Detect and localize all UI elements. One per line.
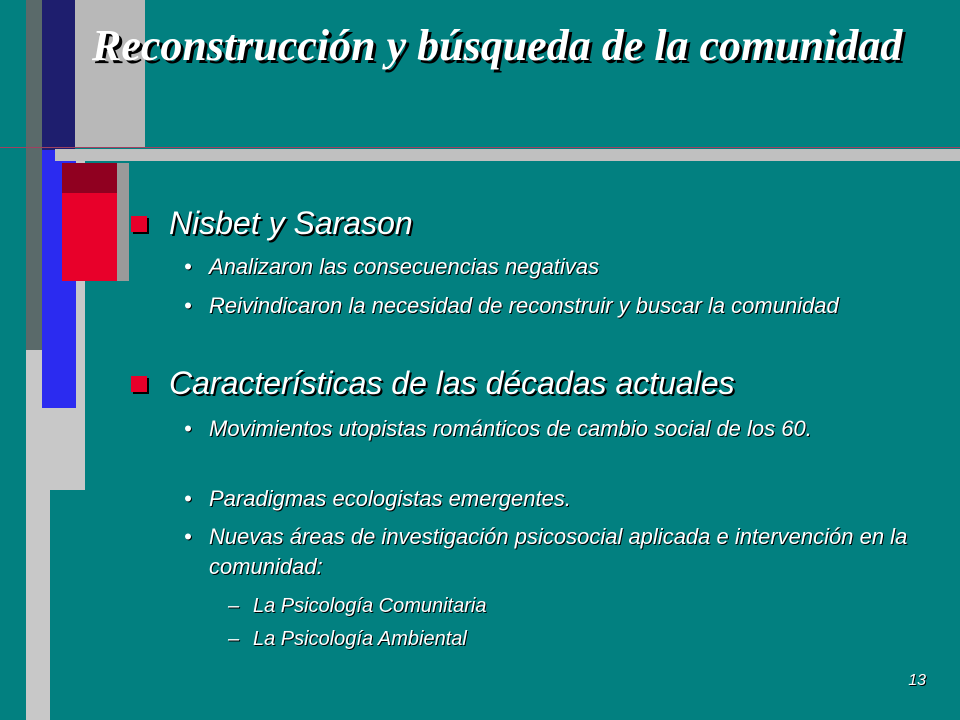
slide-content: Nisbet y Sarason • Analizaron las consecuencias negativas • Reivindicaron la necesidad de reconstruir y buscar la comunidad Características de las décadas actuales • Movimientos utopistas románticos de cambio social de los 60. • Paradigmas ecologistas emergentes. • Nuevas áreas de investigación psicosocial aplicada e intervención en la comunidad: – La Psicología Comunitaria – La Psicología Ambiental <box>0 0 960 720</box>
bullet-dot-icon: • <box>184 254 192 279</box>
bullet-dot-icon: • <box>184 524 192 549</box>
bullet-dot-icon: • <box>184 416 192 441</box>
square-bullet-icon <box>131 376 147 392</box>
bullet-dot-icon: • <box>184 293 192 318</box>
slide-title: Reconstrucción y búsqueda de la comunidad <box>92 21 903 70</box>
page-number: 13 <box>908 672 926 689</box>
square-bullet-icon <box>131 216 147 232</box>
bullet-dot-icon: • <box>184 486 192 511</box>
dash-bullet-icon: – <box>228 628 240 650</box>
dash-bullet-icon: – <box>228 595 240 617</box>
